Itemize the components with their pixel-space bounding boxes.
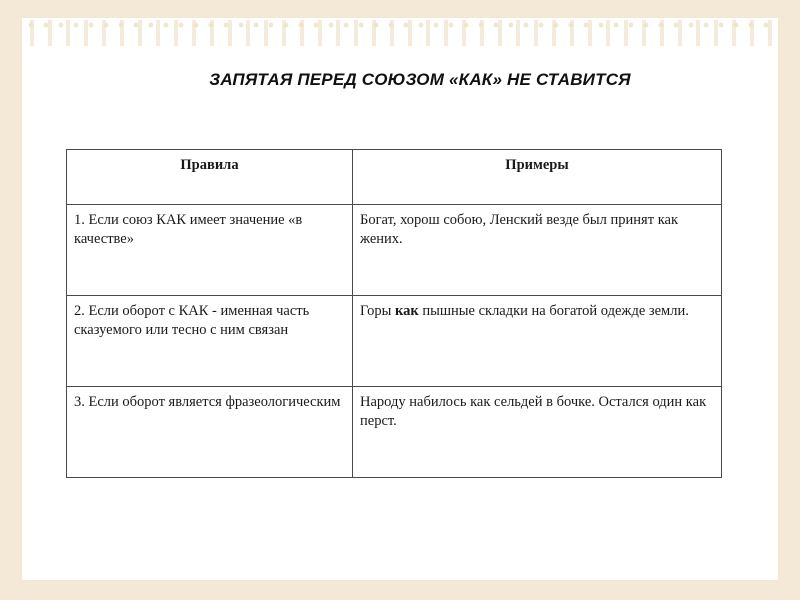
rules-table-container xyxy=(66,149,721,477)
table-header-row xyxy=(67,150,722,205)
table-row xyxy=(67,387,722,478)
header-examples: Примеры xyxy=(353,150,722,205)
rule-cell-3: 3. Если оборот является фразеологическим xyxy=(67,387,353,478)
header-rules: Правила xyxy=(67,150,353,205)
table-row xyxy=(67,205,722,296)
example-cell-2 xyxy=(353,296,722,387)
rule-cell-2: 2. Если оборот с КАК - именная часть сказуемого или тесно с ним связан xyxy=(67,296,353,387)
rule-cell-1: 1. Если союз КАК имеет значение «в качестве» xyxy=(67,205,353,296)
example-text-part: Горы xyxy=(360,303,395,319)
page-title: ЗАПЯТАЯ ПЕРЕД СОЮЗОМ «КАК» НЕ СТАВИТСЯ xyxy=(209,70,631,89)
example-text-part: пышные складки на богатой одежде земли. xyxy=(418,303,689,319)
example-cell-3: Народу набилось как сельдей в бочке. Остался один как перст. xyxy=(353,387,722,478)
example-cell-1: Богат, хорош собою, Ленский везде был принят как жених. xyxy=(353,205,722,296)
table-row xyxy=(67,296,722,387)
binding-holes xyxy=(28,22,772,46)
rules-table xyxy=(66,149,722,478)
example-highlight-kak: как xyxy=(394,303,419,319)
